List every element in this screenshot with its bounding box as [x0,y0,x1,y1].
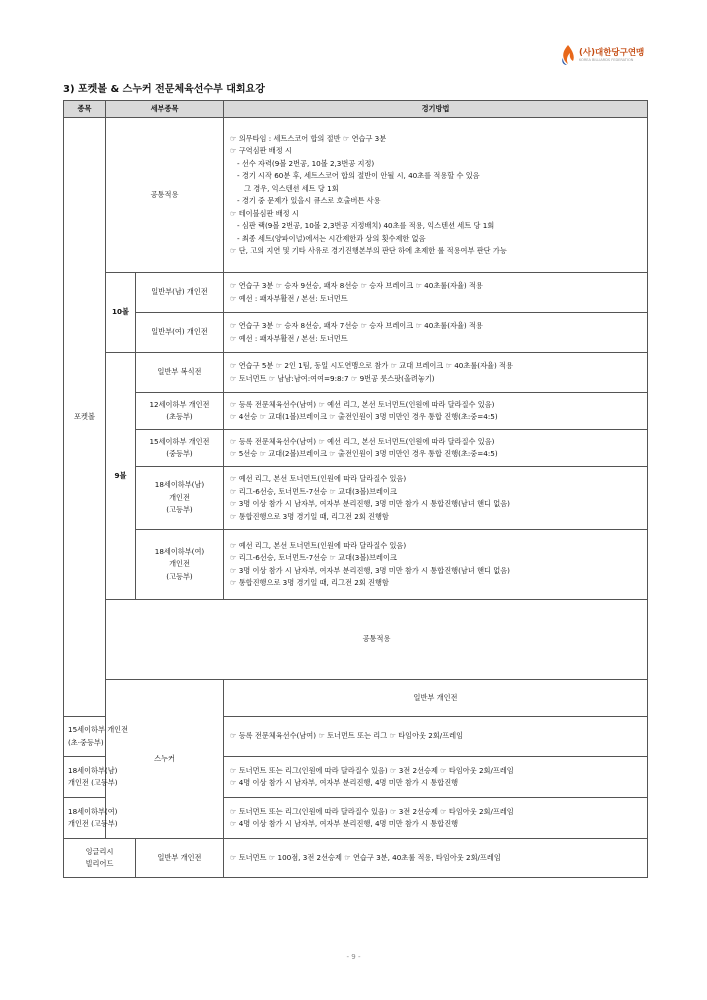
method-line: ☞ 등록 전문체육선수(남여) ☞ 토너먼트 또는 리그 ☞ 타임아웃 2회/프레임 [230,731,464,741]
category-english-billiards [64,839,136,878]
event-label-line: 18세이하부(남) [154,480,205,490]
method-cell [224,467,648,530]
event-label [64,798,118,839]
event-label: 일반부 개인전 [224,680,648,717]
method-line: - 선수 자력(9볼 2번공, 10볼 2,3번공 지정) [237,158,375,168]
method-cell [224,757,648,798]
event-label-line: (중등부) [166,449,193,458]
method-cell [224,430,648,467]
method-line: 그 경우, 익스텐션 세트 당 1회 [244,183,339,193]
method-cell [224,118,648,273]
method-line: ☞ 등록 전문체육선수(남여) ☞ 예선 리그, 본선 토너먼트(인원에 따라 달라질수 있음) [230,436,495,446]
event-label [136,467,224,530]
event-label: 일반부 복식전 [136,353,224,393]
table-row [64,530,648,600]
method-cell [224,353,648,393]
method-line: ☞ 4명 이상 참가 시 남자부, 여자부 분리진행, 4명 미만 참가 시 통합진행 [230,819,459,828]
method-line: ☞ 예선 리그, 본선 토너먼트(인원에 따라 달라질수 있음) [230,540,407,550]
event-label-line: 개인전 [169,559,190,569]
method-line: ☞ 4선승 ☞ 교대(1볼)브레이크 ☞ 출전인원이 3명 미만인 경우 통합 진행(초:중=4:5) [230,412,498,421]
method-line: ☞ 연습구 3분 ☞ 승자 9선승, 패자 8선승 ☞ 승자 브레이크 ☞ 40초룰(자율) 적용 [230,281,483,290]
org-subtitle: KOREA BILLIARDS FEDERATION [579,57,634,62]
header-sport: 종목 [64,101,106,118]
method-line: ☞ 리그-6선승, 토너먼트-7선승 ☞ 교대(3볼)브레이크 [230,486,397,496]
method-line: - 최종 세트(양파이널)에서는 시간제한과 상의 횟수제한 없음 [237,233,426,243]
event-label-line: 18세이하부(여) [68,806,118,816]
event-label-line: 15세이하부 개인전 [149,436,210,446]
flame-logo-icon [560,44,576,66]
table-row [64,273,648,313]
event-label [64,717,129,757]
method-line: - 경기 중 문제가 있을시 큐스로 호출버튼 사용 [237,196,381,205]
method-line: ☞ 등록 전문체육선수(남여) ☞ 예선 리그, 본선 토너먼트(인원에 따라 달라질수 있음) [230,399,495,409]
event-label: 일반부(여) 개인전 [136,313,224,353]
event-label [136,530,224,600]
event-label [136,393,224,430]
event-label: 일반부(남) 개인전 [136,273,224,313]
method-line: ☞ 5선승 ☞ 교대(2볼)브레이크 ☞ 출전인원이 3명 미만인 경우 통합 진행(초:중=4:5) [230,449,498,458]
method-line: ☞ 연습구 3분 ☞ 승자 8선승, 패자 7선승 ☞ 승자 브레이크 ☞ 40초룰(자율) 적용 [230,321,483,330]
event-label-line: 개인전 [169,492,190,502]
method-line: ☞ 4명 이상 참가 시 남자부, 여자부 분리진행, 4명 미만 참가 시 통합진행 [230,778,459,787]
table-row [64,393,648,430]
method-line: ☞ 통합진행으로 3명 경기일 때, 리그전 2회 진행함 [230,511,389,521]
event-label: 일반부 개인전 [136,839,224,878]
method-line: ☞ 예선 : 패자부활전 / 본선: 토너먼트 [230,333,348,343]
method-line: ☞ 토너먼트 ☞ 100점, 3전 2선승제 ☞ 연습구 3분, 40초룰 적용, 타임아웃 2회/프레임 [230,852,501,862]
method-line: ☞ 구역심판 배정 시 [230,146,292,155]
org-name: (사)대한당구연맹 [579,47,645,58]
table-header-row [64,101,648,118]
method-cell [224,273,648,313]
table-row [64,118,648,273]
method-cell [224,393,648,430]
method-line: ☞ 3명 이상 참가 시 남자부, 여자부 분리진행, 3명 미만 참가 시 통합진행(남녀 핸디 없음) [230,499,510,508]
method-line: ☞ 단, 고의 지연 및 기타 사유로 경기진행본부의 판단 하에 초제한 룰 적용여부 판단 가능 [230,246,507,255]
method-line: ☞ 의무타임 : 세트스코어 합의 절반 ☞ 연습구 3분 [230,133,387,143]
method-line: ☞ 예선 : 패자부활전 / 본선: 토너먼트 [230,293,348,303]
event-common-2: 공통적용 [106,600,648,680]
method-line: ☞ 연습구 5분 ☞ 2인 1팀, 동일 시도연맹으로 참가 ☞ 교대 브레이크 ☞ 40초룰(자율) 적용 [230,361,513,370]
method-cell [224,839,648,878]
method-line: ☞ 테이블심판 배정 시 [230,208,299,218]
group-9ball: 9볼 [106,353,136,600]
section-title: 3) 포켓볼 & 스누커 전문체육선수부 대회요강 [63,84,265,95]
method-line: ☞ 통합진행으로 3명 경기일 때, 리그전 2회 진행함 [230,578,389,587]
method-line: - 심판 랙(9볼 2번공, 10볼 2,3번공 지정배치) 40초를 적용, 익스텐션 세트 당 1회 [237,221,495,230]
event-label-line: (초·중등부) [68,737,104,747]
event-label-line: 개인전 (고등부) [68,819,118,828]
group-10ball: 10볼 [106,273,136,353]
table-row [64,680,648,717]
category-label-line: 빌리어드 [85,859,114,868]
event-label-line: 12세이하부 개인전 [149,399,210,409]
table-row [64,839,648,878]
method-cell [224,530,648,600]
method-cell [224,798,648,839]
event-label-line: 18세이하부(여) [154,546,205,556]
method-line: ☞ 토너먼트 또는 리그(인원에 따라 달라질수 있음) ☞ 3전 2선승제 ☞ 타임아웃 2회/프레임 [230,806,514,816]
event-label-line: (고등부) [166,571,193,581]
category-pocketball: 포켓볼 [64,118,106,717]
method-line: ☞ 토너먼트 ☞ 남남:남여:여여=9:8:7 ☞ 9번공 룻스팟(올려놓기) [230,373,435,383]
event-label [136,430,224,467]
table-row [64,313,648,353]
event-label-line: (고등부) [166,505,193,515]
method-cell [224,313,648,353]
header-method: 경기방법 [224,101,648,118]
event-common: 공통적용 [106,118,224,273]
table-row [64,467,648,530]
method-line: ☞ 리그-6선승, 토너먼트-7선승 ☞ 교대(3볼)브레이크 [230,553,397,562]
table-row [64,353,648,393]
event-label [64,757,118,798]
page-number: - 9 - [346,953,361,961]
method-line: ☞ 3명 이상 참가 시 남자부, 여자부 분리진행, 3명 미만 참가 시 통합진행(남녀 핸디 없음) [230,565,510,575]
method-line: ☞ 예선 리그, 본선 토너먼트(인원에 따라 달라질수 있음) [230,474,407,483]
method-line: - 경기 시작 60분 후, 세트스코어 합의 절반이 안될 시, 40초를 적용할 수 있음 [237,171,480,180]
event-label-line: 개인전 (고등부) [68,778,118,787]
table-row [64,600,648,680]
event-label-line: 15세이하부 개인전 [68,725,129,734]
category-label-line: 잉글리시 [85,846,114,856]
table-row [64,430,648,467]
rules-table [63,100,648,878]
header-event: 세부종목 [106,101,224,118]
method-cell [224,717,648,757]
org-logo [560,44,644,66]
event-label-line: (초등부) [166,412,193,421]
method-line: ☞ 토너먼트 또는 리그(인원에 따라 달라질수 있음) ☞ 3전 2선승제 ☞ 타임아웃 2회/프레임 [230,765,514,775]
category-snooker: 스누커 [106,680,224,839]
event-label-line: 18세이하부(남) [68,765,118,775]
